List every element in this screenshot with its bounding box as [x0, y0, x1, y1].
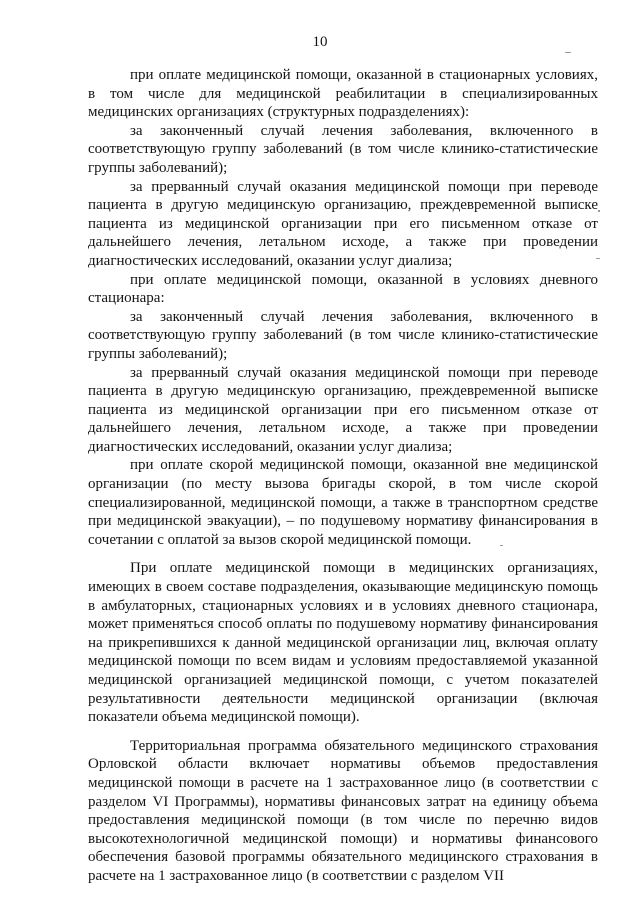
document-body — [88, 66, 598, 886]
page-number: 10 — [312, 34, 328, 50]
paragraph: за законченный случай лечения заболевания, включенного в соответствующую группу заболеваний (в том числе клинико-статистические группы заболеваний); — [88, 122, 598, 176]
scan-speck — [598, 210, 600, 212]
paragraph: при оплате скорой медицинской помощи, оказанной вне медицинской организации (по месту вызова бригады скорой, в том числе скорой специализированной, медицинской помощи, а также в транспортном средстве при медицинской эвакуации), – по подушевому нормативу финансирования в сочетании с оплатой за вызов скорой медицинской помощи. — [88, 457, 598, 548]
paragraph: При оплате медицинской помощи в медицинских организациях, имеющих в своем составе подразделения, оказывающие медицинскую помощь в амбулаторных, стационарных условиях и в условиях дневного стационара, может применяться способ оплаты по подушевому нормативу финансирования на прикрепившихся к данной медицинской организации лиц, включая оплату медицинской помощи по всем видам и условиям предоставляемой указанной медицинской организацией медицинской помощи, с учетом показателей результативности деятельности медицинской организации (включая показатели объема медицинской помощи). — [88, 560, 598, 726]
scan-speck — [565, 52, 571, 53]
paragraph: за законченный случай лечения заболевания, включенного в соответствующую группу заболеваний (в том числе клинико-статистические группы заболеваний); — [88, 308, 598, 362]
paragraph: при оплате медицинской помощи, оказанной в условиях дневного стационара: — [88, 271, 598, 307]
paragraph: при оплате медицинской помощи, оказанной в стационарных условиях, в том числе для медицинской реабилитации в специализированных медицинских организациях (структурных подразделениях): — [88, 67, 598, 121]
paragraph: Территориальная программа обязательного медицинского страхования Орловской области включает нормативы объемов предоставления медицинской помощи в расчете на 1 застрахованное лицо (в соответствии с разделом VI Программы), нормативы финансовых затрат на единицу объема предоставления медицинской помощи (в том числе по перечню видов высокотехнологичной медицинской помощи) и нормативы финансового обеспечения базовой программы обязательного медицинского страхования в расчете на 1 застрахованное лицо (в соответствии с разделом VII — [88, 737, 598, 884]
paragraph: за прерванный случай оказания медицинской помощи при переводе пациента в другую медицинскую организацию, преждевременной выписке пациента из медицинской организации при его письменном отказе от дальнейшего лечения, летальном исходе, а также при проведении диагностических исследований, оказании услуг диализа; — [88, 364, 598, 455]
paragraph: за прерванный случай оказания медицинской помощи при переводе пациента в другую медицинскую организацию, преждевременной выписке пациента из медицинской организации при его письменном отказе от дальнейшего лечения, летальном исходе, а также при проведении диагностических исследований, оказании услуг диализа; — [88, 178, 598, 269]
